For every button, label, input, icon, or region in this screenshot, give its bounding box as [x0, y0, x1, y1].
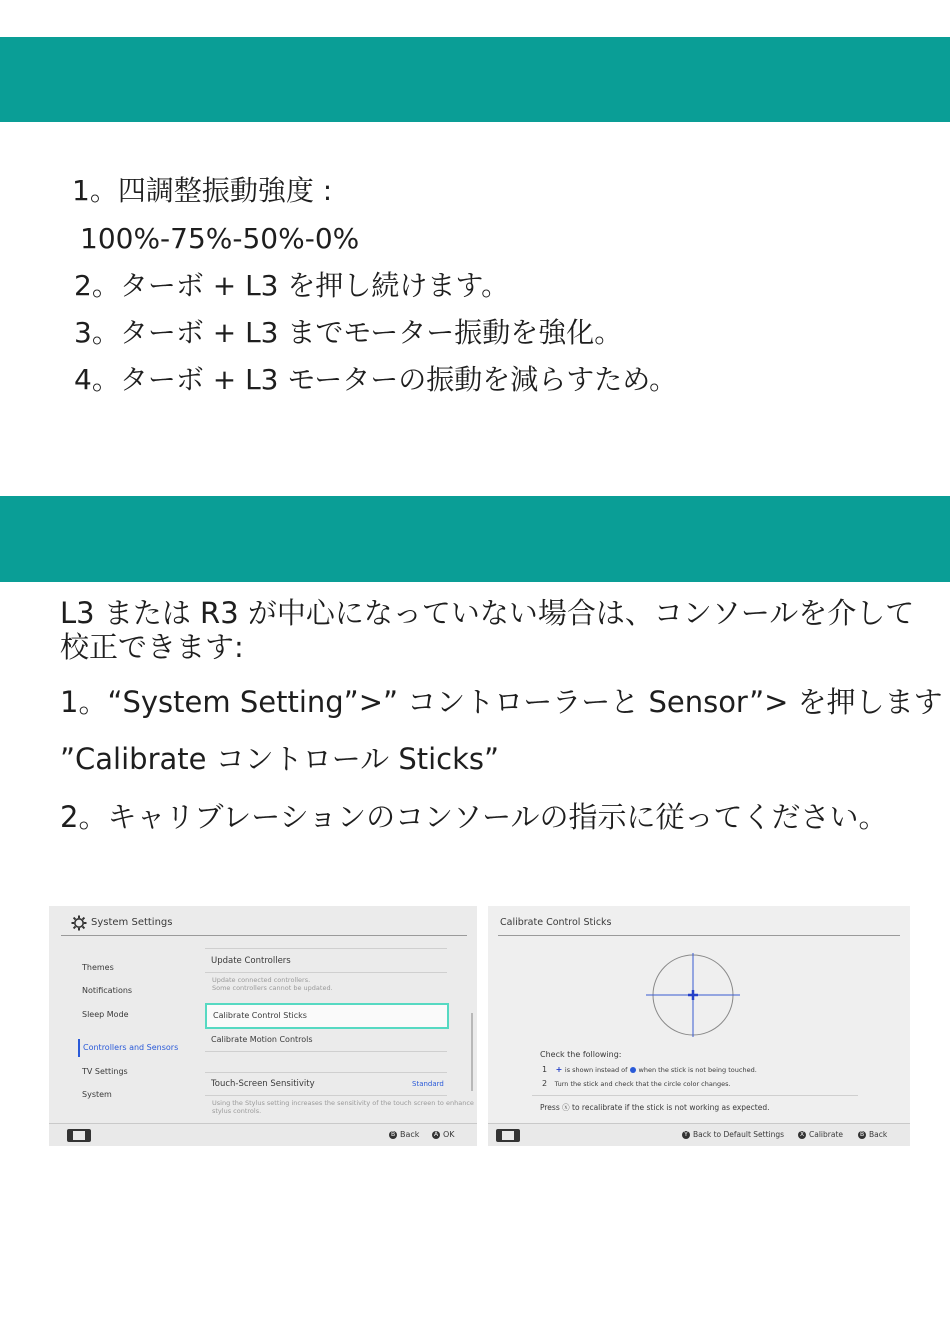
calibrate-button[interactable] [798, 1130, 843, 1139]
y-button-icon: Y [682, 1131, 690, 1139]
instruction-line-2: 2。ターボ + L3 を押し続けます。 [74, 269, 510, 302]
b-button-icon: B [390, 1130, 396, 1138]
ok-button[interactable] [432, 1130, 455, 1139]
calibrate-screen-title: Calibrate Control Sticks [500, 917, 612, 928]
gear-icon [71, 915, 87, 931]
update-controllers-desc-2: Some controllers cannot be updated. [212, 984, 333, 992]
check-item-1-text-a: is shown instead of [564, 1066, 628, 1074]
back-to-default-label: Back to Default Settings [693, 1130, 785, 1139]
instruction-line-levels: 100%-75%-50%-0% [80, 222, 360, 255]
touch-screen-sensitivity-option[interactable]: Touch-Screen Sensitivity [211, 1079, 315, 1089]
sidebar-item-notifications[interactable]: Notifications [82, 986, 133, 995]
check-item-1-text-b: when the stick is not being touched. [638, 1066, 757, 1074]
calibration-intro-line1: L3 または R3 が中心になっていない場合は、コンソールを介して [60, 596, 915, 630]
check-item-2 [542, 1079, 731, 1088]
b-button-icon: B [859, 1131, 865, 1138]
calibrate-sticks-screenshot [488, 906, 910, 1146]
check-item-1 [542, 1065, 757, 1074]
update-controllers-option[interactable]: Update Controllers [211, 956, 291, 966]
check-item-2-number: 2 [542, 1079, 548, 1088]
check-item-2-text: Turn the stick and check that the circle color changes. [554, 1080, 731, 1088]
calibration-step-1-cont: ”Calibrate コントロール Sticks” [60, 742, 500, 776]
instruction-line-3: 3。ターボ + L3 までモーター振動を強化。 [74, 316, 623, 349]
check-heading: Check the following: [540, 1050, 622, 1059]
sidebar-item-sleep-mode[interactable]: Sleep Mode [82, 1010, 129, 1019]
sidebar-item-themes[interactable]: Themes [82, 963, 114, 972]
touch-screen-sensitivity-value: Standard [412, 1080, 444, 1088]
a-button-icon: A [433, 1130, 439, 1138]
console-icon [496, 1129, 520, 1142]
row-divider [205, 948, 447, 949]
header-band-middle [0, 496, 950, 582]
calibrate-label: Calibrate [809, 1130, 843, 1139]
calibration-step-1: 1。“System Setting”>” コントローラーと Sensor”> を押します [60, 685, 943, 719]
calibration-intro-line2: 校正できます: [60, 630, 244, 664]
sidebar-item-tv-settings[interactable]: TV Settings [82, 1067, 128, 1076]
console-icon [67, 1129, 91, 1142]
system-settings-screenshot [49, 906, 477, 1146]
left-footer [49, 1123, 477, 1146]
blue-dot-icon [630, 1067, 636, 1073]
calibrate-control-sticks-option[interactable] [205, 1003, 449, 1029]
touch-screen-desc-2: stylus controls. [212, 1107, 262, 1115]
stick-position-indicator [644, 953, 744, 1038]
sidebar-item-controllers-and-sensors[interactable]: Controllers and Sensors [83, 1043, 179, 1052]
row-divider [205, 1072, 447, 1073]
x-button-icon: X [799, 1131, 805, 1138]
ok-label: OK [443, 1130, 455, 1139]
header-band-top [0, 37, 950, 122]
title-divider [61, 935, 467, 936]
check-item-1-number: 1 [542, 1065, 548, 1074]
plus-icon: + [555, 1065, 563, 1074]
back-button[interactable] [858, 1130, 887, 1139]
update-controllers-desc-1: Update connected controllers. [212, 976, 311, 984]
right-footer [488, 1123, 910, 1146]
sidebar-item-system[interactable]: System [82, 1090, 112, 1099]
touch-screen-desc-1: Using the Stylus setting increases the sensitivity of the touch screen to enhance [212, 1099, 474, 1107]
calibrate-motion-controls-option[interactable]: Calibrate Motion Controls [211, 1035, 313, 1044]
note-divider [532, 1095, 858, 1096]
calibrate-control-sticks-label: Calibrate Control Sticks [213, 1011, 307, 1020]
screen-title: System Settings [91, 917, 173, 928]
recalibrate-note: Press ⓧ to recalibrate if the stick is not working as expected. [540, 1103, 770, 1112]
scrollbar[interactable] [471, 1013, 473, 1091]
back-label: Back [400, 1130, 420, 1139]
instruction-line-1: 1。四調整振動強度 : [72, 174, 333, 207]
title-divider [498, 935, 900, 936]
row-divider [205, 1095, 447, 1096]
back-label: Back [869, 1130, 888, 1139]
calibration-step-2: 2。キャリブレーションのコンソールの指示に従ってください。 [60, 800, 888, 834]
back-button[interactable] [389, 1130, 419, 1139]
instruction-line-4: 4。ターボ + L3 モーターの振動を減らすため。 [74, 363, 678, 396]
selection-indicator [78, 1039, 80, 1057]
back-to-default-button[interactable] [682, 1130, 784, 1139]
row-divider [205, 972, 447, 973]
row-divider [205, 1051, 447, 1052]
